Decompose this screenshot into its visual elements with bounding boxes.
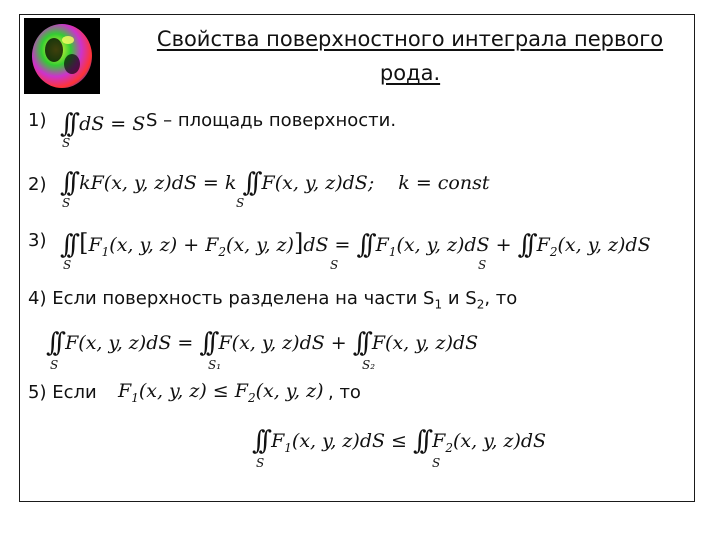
- formula-2: [60, 166, 490, 196]
- formula-4: ∫∫ F(x, y, z)dS = ∫∫ F(x, y, z)dS + ∫∫ F(x, y, z)dS: [46, 328, 479, 358]
- double-integral-icon: ∫∫: [517, 230, 531, 260]
- formula-1-body: dS = S: [79, 113, 146, 135]
- double-integral-icon: ∫∫: [242, 168, 256, 198]
- formula-2-sub-b: S: [236, 196, 245, 210]
- item-number-3: 3): [28, 230, 47, 251]
- formula-2-right: F(x, y, z)dS;: [261, 172, 375, 194]
- double-integral-icon: ∫∫: [413, 426, 427, 456]
- item-5-if: 5) Если: [28, 382, 97, 403]
- formula-2-left: kF(x, y, z)dS = k: [79, 172, 237, 194]
- item-5-then: , то: [328, 382, 361, 403]
- double-integral-icon: ∫∫: [352, 328, 366, 358]
- formula-3-sub-c: S: [478, 258, 487, 272]
- item-number-2: 2): [28, 174, 47, 195]
- formula-1: [60, 107, 145, 137]
- formula-2-const: k = const: [398, 172, 490, 194]
- formula-3: ∫∫ [$F_1(x$, y, $z) + F_2(x$, y, z)]dS = ∫∫ $F_1(x$, y, z)dS + ∫∫ $F_2(x$, y, z)dS: [60, 229, 651, 260]
- formula-2-sub-a: S: [62, 196, 71, 210]
- formula-5: ∫∫ $F_1(x$, y, z)dS ≤ ∫∫ $F_2(x$, y, z)dS: [252, 426, 547, 456]
- double-integral-icon: ∫∫: [199, 328, 213, 358]
- formula-5-sub-b: S: [432, 456, 441, 470]
- item-number-1: 1): [28, 110, 47, 131]
- slide-title: [110, 22, 710, 90]
- double-integral-icon: ∫∫: [60, 230, 74, 260]
- item-1-text: S – площадь поверхности.: [146, 110, 397, 131]
- formula-5-condition: $F_1(x$, y, $z) \le F_2(x$, y, z): [118, 380, 324, 405]
- formula-5-sub-a: S: [256, 456, 265, 470]
- double-integral-icon: ∫∫: [252, 426, 266, 456]
- double-integral-icon: ∫∫: [60, 109, 74, 139]
- title-line-1: Свойства поверхностного интеграла первого: [156, 27, 664, 51]
- formula-3-sub-b: S: [330, 258, 339, 272]
- formula-4-sub-a: S: [50, 358, 59, 372]
- formula-3-sub-a: S: [63, 258, 72, 272]
- double-integral-icon: ∫∫: [60, 168, 74, 198]
- title-line-2: рода.: [379, 61, 441, 85]
- formula-4-sub-c: S₂: [362, 358, 376, 372]
- formula-4-sub-b: S₁: [208, 358, 222, 372]
- double-integral-icon: ∫∫: [46, 328, 60, 358]
- formula-1-sub: S: [62, 136, 71, 150]
- item-4-text: 4) Если поверхность разделена на части $S_1$ и $S_2$, то: [28, 288, 518, 312]
- surface-logo-icon: [24, 18, 100, 94]
- double-integral-icon: ∫∫: [356, 230, 370, 260]
